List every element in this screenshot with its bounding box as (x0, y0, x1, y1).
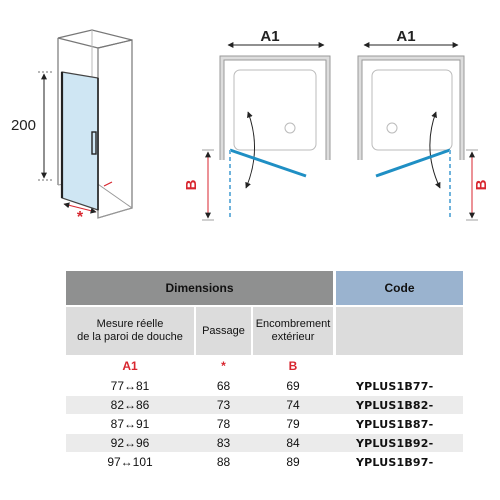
width-label-left: A1 (260, 28, 280, 45)
subheader-passage (196, 307, 251, 355)
subheader-mesure-line2: de la paroi de douche (77, 331, 183, 343)
plan-view-right (360, 28, 490, 220)
glass-door-line-right (376, 150, 450, 176)
key-passage: * (221, 359, 226, 373)
header-dimensions-label: Dimensions (165, 281, 234, 295)
subheader-encombrement-line2: extérieur (271, 331, 315, 343)
subheader-mesure (66, 307, 194, 355)
drain-icon (387, 123, 397, 133)
table-row (66, 396, 463, 414)
table-row (66, 434, 463, 452)
glass-door-line-left (230, 150, 306, 176)
cell-mesure: 97↔101 (107, 455, 153, 469)
cell-mesure: 87↔91 (110, 417, 150, 431)
b-label-left: B (183, 179, 200, 191)
cell-mesure: 92↔96 (110, 436, 150, 450)
cell-code: YPLUS1B92- (356, 436, 434, 450)
header-code-label: Code (384, 281, 415, 295)
cell-passage: 78 (216, 417, 231, 431)
key-a1: A1 (122, 359, 138, 373)
drain-icon (285, 123, 295, 133)
subheader-passage-label: Passage (202, 324, 245, 337)
key-b: B (288, 359, 298, 373)
cell-code: YPLUS1B77- (356, 379, 434, 393)
passage-marker: * (76, 209, 84, 226)
subheader-encombrement (253, 307, 333, 355)
subheader-mesure-line1: Mesure réelle (96, 318, 164, 330)
cell-passage: 73 (216, 398, 231, 412)
cell-mesure: 77↔81 (110, 379, 150, 393)
cell-encombrement: 89 (286, 455, 300, 469)
cell-code: YPLUS1B97- (356, 455, 434, 469)
cell-encombrement: 79 (286, 417, 300, 431)
cell-passage: 88 (216, 455, 231, 469)
b-label-right: B (473, 179, 490, 191)
header-code (336, 271, 463, 305)
cell-encombrement: 69 (286, 379, 300, 393)
perspective-view (11, 30, 132, 226)
subheader-encombrement-line1: Encombrement (255, 318, 331, 330)
table-row (66, 453, 463, 471)
cell-code: YPLUS1B82- (356, 398, 434, 412)
table-row (66, 415, 463, 433)
cell-passage: 68 (216, 379, 231, 393)
width-label-right: A1 (396, 28, 416, 45)
cell-mesure: 82↔86 (110, 398, 150, 412)
subheader-code-blank (336, 307, 463, 355)
shower-tray (234, 70, 316, 150)
cell-passage: 83 (216, 436, 231, 450)
cell-code: YPLUS1B87- (356, 417, 434, 431)
table-row (66, 377, 463, 395)
cell-encombrement: 84 (286, 436, 300, 450)
height-label: 200 (10, 117, 36, 134)
plan-view-left (183, 28, 328, 220)
key-row (66, 357, 463, 375)
cell-encombrement: 74 (286, 398, 300, 412)
header-dimensions (66, 271, 333, 305)
